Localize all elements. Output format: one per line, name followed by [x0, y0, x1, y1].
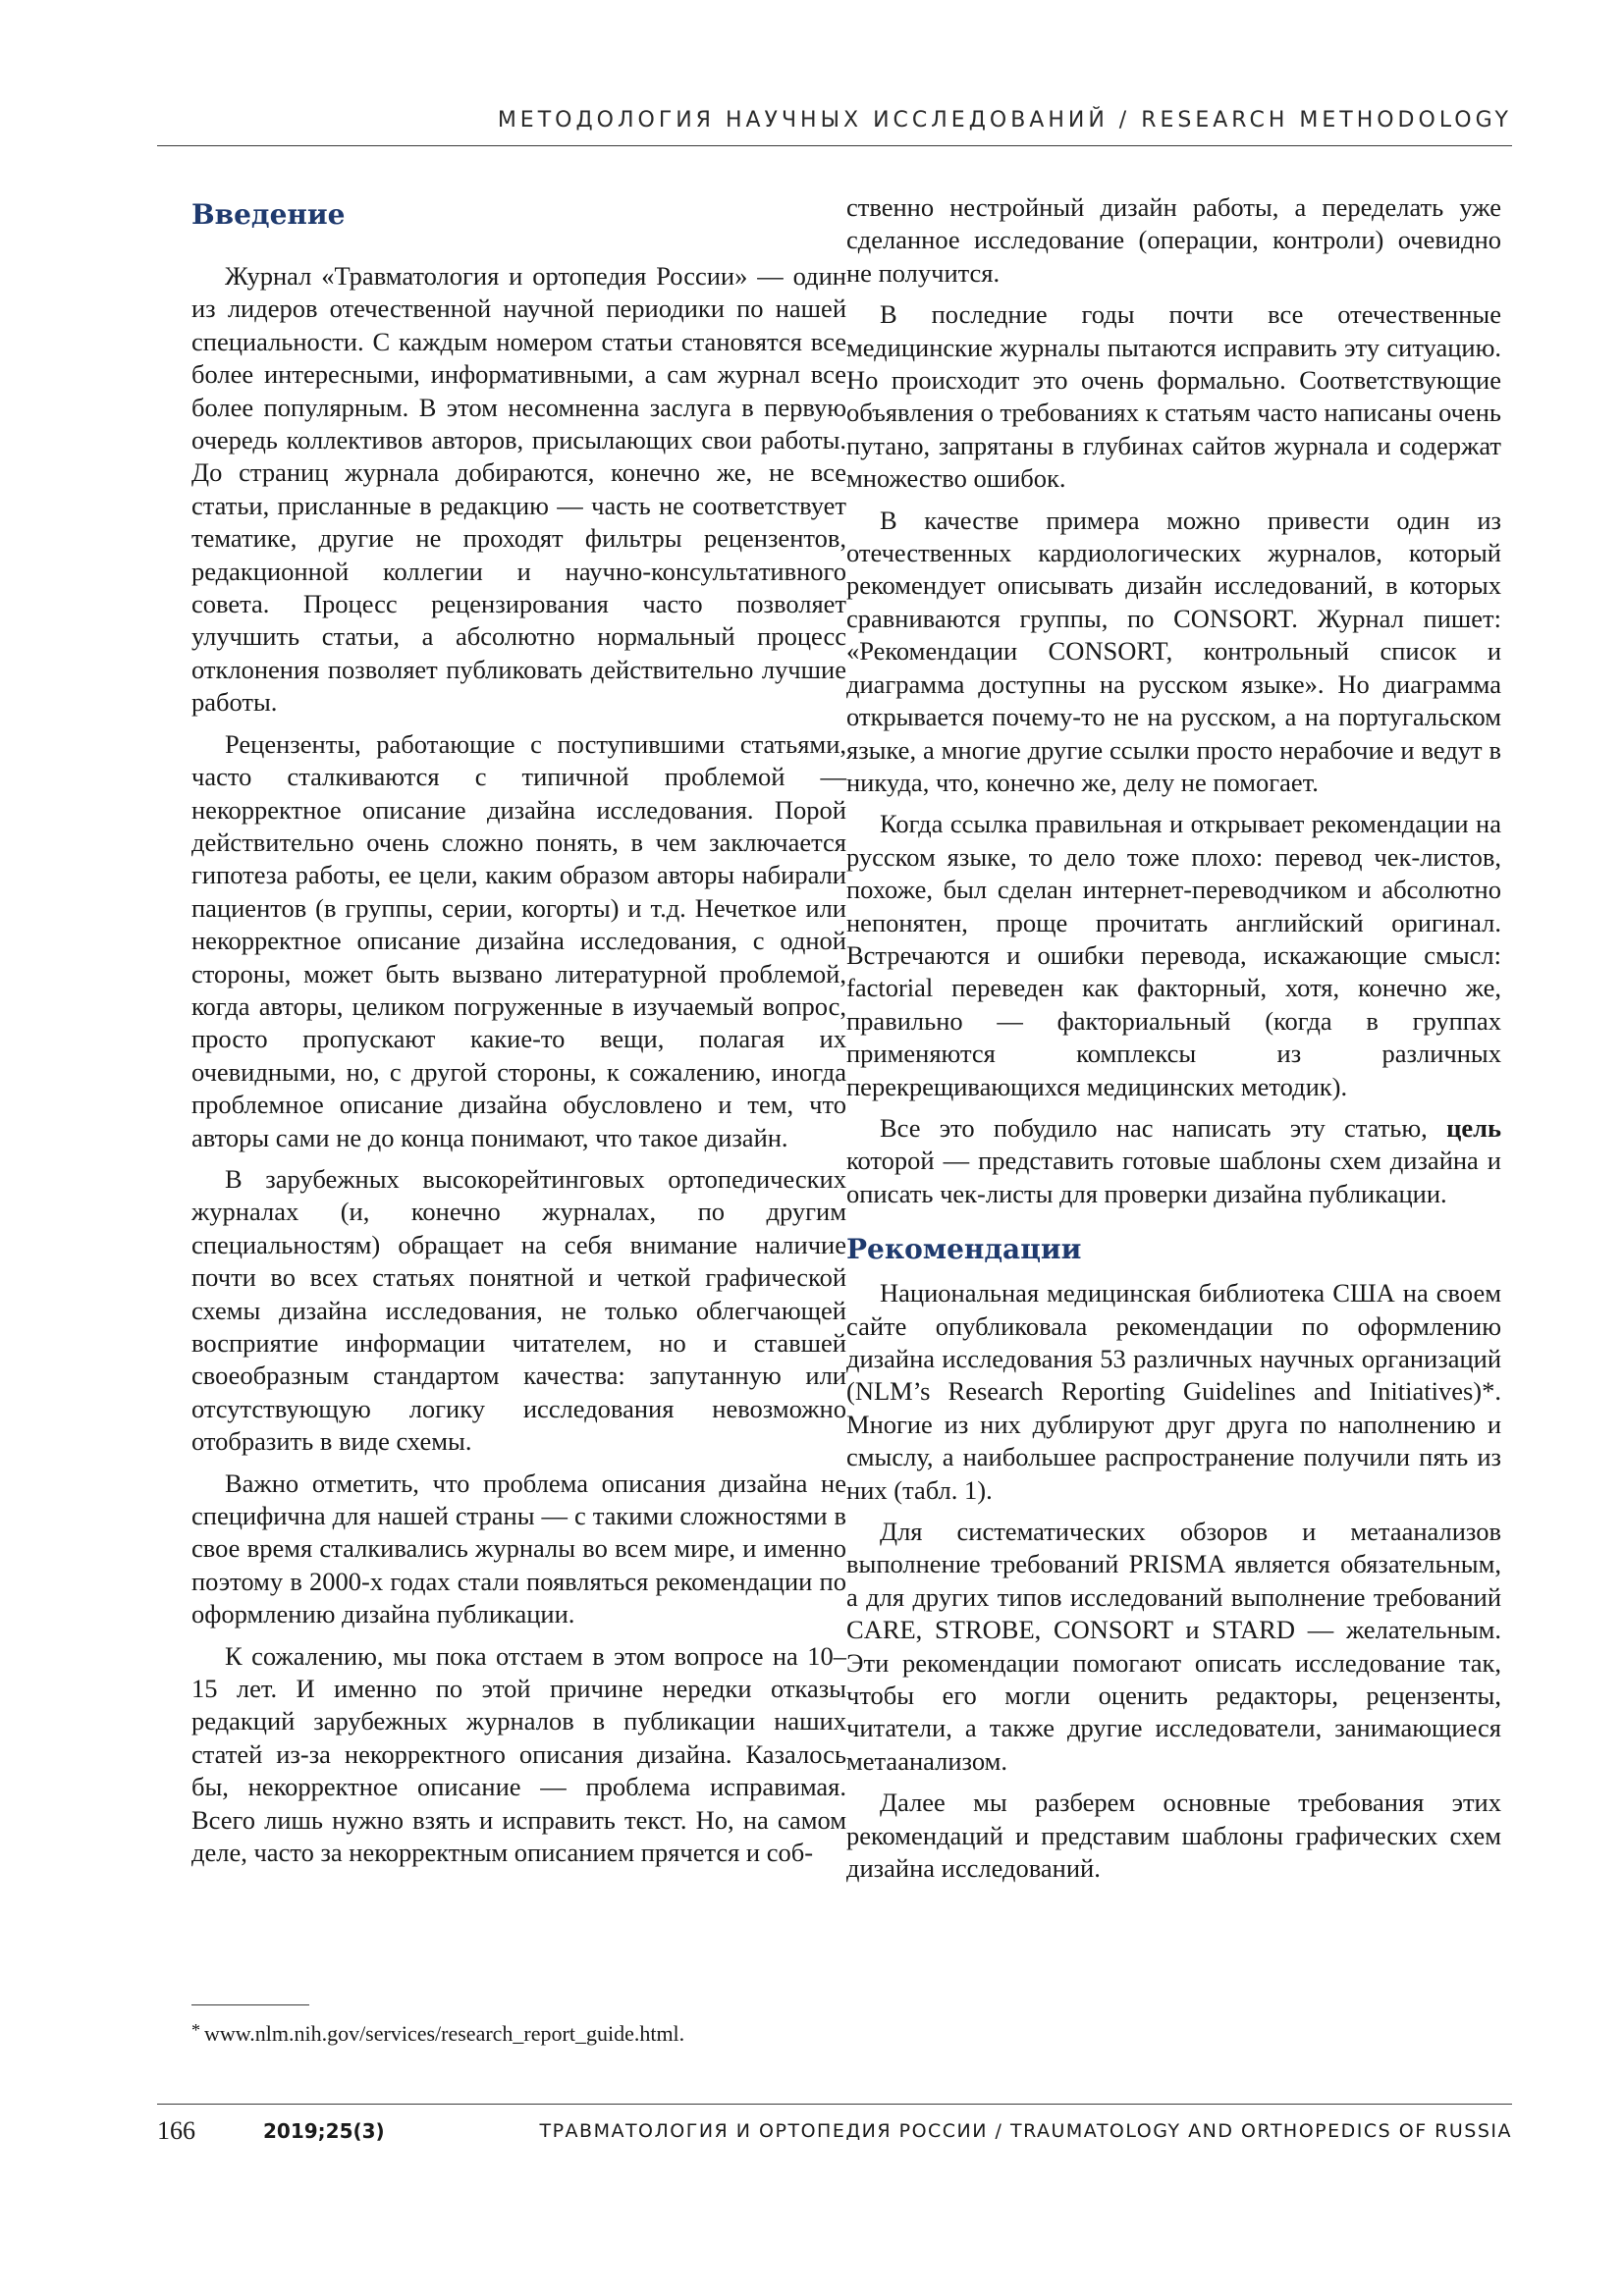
paragraph: Рецензенты, работающие с поступившими статьями, часто сталкиваются с типичной проблемой — некорректное описание дизайна исследования. Порой действительно очень сложно понять, в чем заключается гипотеза работы, ее цели, каким образом авторы набирали пациентов (в группы, серии, когорты) и т.д. Нечеткое или некорректное описание дизайна исследования, с одной стороны, может быть вызвано литературной проблемой, когда авторы, целиком погруженные в изучаемый вопрос, просто пропускают какие-то вещи, полагая их очевидными, но, с другой стороны, к сожалению, иногда проблемное описание дизайна обусловлено и тем, что авторы сами не до конца понимают, что такое дизайн.: [191, 728, 846, 1152]
section-title-introduction: Введение: [191, 198, 346, 231]
goal-text-before: Все это побудило нас написать эту статью,: [880, 1112, 1447, 1143]
goal-keyword: цель: [1446, 1112, 1501, 1143]
page-number: 166: [157, 2116, 195, 2145]
paragraph: Далее мы разберем основные требования этих рекомендаций и представим шаблоны графических схем дизайна исследований.: [846, 1788, 1501, 1884]
footer-rule: [157, 2104, 1512, 2105]
journal-name: ТРАВМАТОЛОГИЯ И ОРТОПЕДИЯ РОССИИ / TRAUMATOLOGY AND ORTHOPEDICS OF RUSSIA: [539, 2120, 1512, 2142]
right-column: [846, 191, 1501, 1895]
paragraph: Важно отметить, что проблема описания дизайна не специфична для нашей страны — с такими сложностями в свое время сталкивались журналы во всем мире, и именно поэтому в 2000-х годах стали появляться рекомендации по оформлению дизайна публикации.: [191, 1468, 846, 1629]
running-header: МЕТОДОЛОГИЯ НАУЧНЫХ ИССЛЕДОВАНИЙ / RESEARCH METHODOLOGY: [497, 108, 1512, 133]
paragraph: Национальная медицинская библиотека США на своем сайте опубликовала рекомендации по оформлению дизайна исследования 53 различных научных организаций (NLM’s Research Reporting Guidelines and Initiatives)*. Многие из них дублируют друг друга по наполнению и смыслу, а наибольшее распространение получили пять из них (табл. 1).: [846, 1278, 1501, 1505]
left-column: [191, 191, 846, 1879]
paragraph: Журнал «Травматология и ортопедия России» — один из лидеров отечественной научной периодики по нашей специальности. С каждым номером статьи становятся все более интересными, информативными, а сам журнал все более популярным. В этом несомненна заслуга в первую очередь коллективов авторов, присылающих свои работы. До страниц журнала добираются, конечно же, не все статьи, присланные в редакцию — часть не соответствует тематике, другие не проходят фильтры рецензентов, редакционной коллегии и научно-консультативного совета. Процесс рецензирования часто позволяет улучшить статьи, а абсолютно нормальный процесс отклонения позволяет публиковать действительно лучшие работы.: [191, 261, 846, 718]
goal-paragraph: [846, 1112, 1501, 1210]
issue-label: 2019;25(3): [263, 2119, 385, 2143]
header-rule: [157, 145, 1512, 146]
paragraph-continuation: ственно нестройный дизайн работы, а переделать уже сделанное исследование (операции, контроли) очевидно не получится.: [846, 192, 1501, 288]
footnote-link[interactable]: www.nlm.nih.gov/services/research_report_guide.html.: [204, 2021, 685, 2046]
paragraph: В зарубежных высокорейтинговых ортопедических журналах (и, конечно журналах, по другим специальностям) обращает на себя внимание наличие почти во всех статьях понятной и четкой графической схемы дизайна исследования, не только облегчающей восприятие информации читателем, но и ставшей своеобразным стандартом качества: запутанную или отсутствующую логику исследования невозможно отобразить в виде схемы.: [191, 1163, 846, 1457]
footnote: [191, 2020, 879, 2047]
section-title-recommendations: Рекомендации: [846, 1233, 1082, 1266]
goal-text-after: которой — представить готовые шаблоны схем дизайна и описать чек-листы для проверки дизайна публикации.: [846, 1146, 1501, 1208]
paragraph: В качестве примера можно привести один из отечественных кардиологических журналов, который рекомендует описывать дизайн исследований, в которых сравниваются группы, по CONSORT. Журнал пишет: «Рекомендации CONSORT, контрольный список и диаграмма доступны на русском языке». Но диаграмма открывается почему-то не на русском, а на португальском языке, а многие другие ссылки просто нерабочие и ведут в никуда, что, конечно же, делу не помогает.: [846, 505, 1501, 797]
paragraph: Когда ссылка правильная и открывает рекомендации на русском языке, то дело тоже плохо: перевод чек-листов, похоже, был сделан интернет-переводчиком и абсолютно непонятен, проще прочитать английский оригинал. Встречаются и ошибки перевода, искажающие смысл: factorial переведен как факторный, хотя, конечно же, правильно — факториальный (когда в группах применяются комплексы из различных перекрещивающихся медицинских методик).: [846, 809, 1501, 1101]
paragraph: Для систематических обзоров и метаанализов выполнение требований PRISMA является обязательным, а для других типов исследований выполнение требований CARE, STROBE, CONSORT и STARD — желательным. Эти рекомендации помогают описать исследование так, чтобы его могли оценить редакторы, рецензенты, читатели, а также другие исследователи, занимающиеся метаанализом.: [846, 1517, 1501, 1776]
paragraph: В последние годы почти все отечественные медицинские журналы пытаются исправить эту ситуацию. Но происходит это очень формально. Соответствующие объявления о требованиях к статьям часто написаны очень путано, запрятаны в глубинах сайтов журнала и содержат множество ошибок.: [846, 299, 1501, 494]
footnote-rule: [191, 2004, 309, 2005]
paragraph: К сожалению, мы пока отстаем в этом вопросе на 10–15 лет. И именно по этой причине нередки отказы редакций зарубежных журналов в публикации наших статей из-за некорректного описания дизайна. Казалось бы, некорректное описание — проблема исправимая. Всего лишь нужно взять и исправить текст. Но, на самом деле, часто за некорректным описанием прячется и соб-: [191, 1640, 846, 1868]
footnote-mark: *: [191, 2020, 200, 2040]
